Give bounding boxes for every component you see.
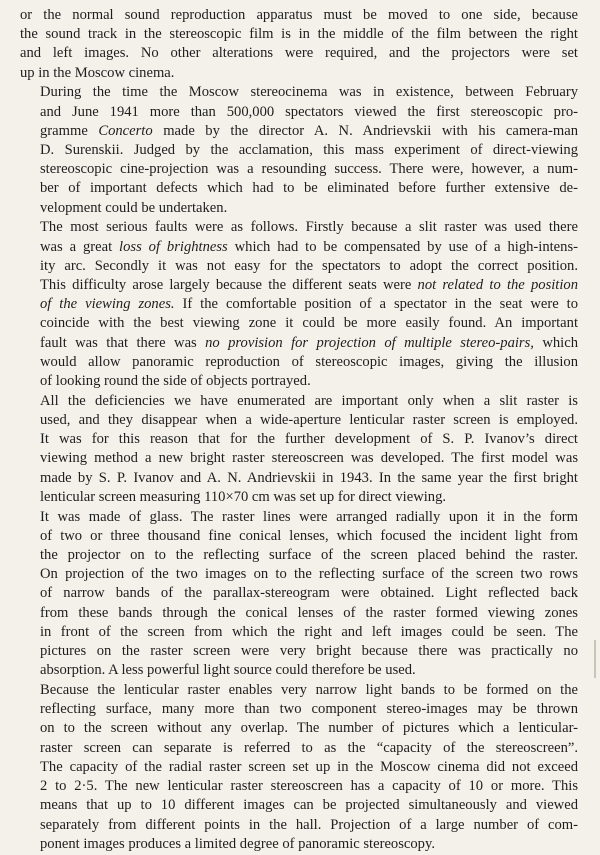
text-line [20, 642, 578, 661]
text-line [20, 314, 578, 333]
text-line [20, 777, 578, 796]
text-run: velopment could be undertaken. [40, 199, 228, 216]
text-line [20, 623, 578, 642]
text-run: All the deficiencies we have enumerated are important only when a slit raster is [40, 392, 578, 409]
text-line [20, 430, 578, 449]
text-run: the sound track in the stereoscopic film is in the middle of the film between the right [20, 26, 578, 43]
text-run: up in the Moscow cinema. [20, 64, 175, 81]
text-line [20, 295, 578, 314]
text-line [20, 508, 578, 527]
text-run: pictures on the raster screen were very bright because there was practically no [40, 643, 578, 660]
margin-mark [594, 640, 596, 678]
text-run: on to the screen without any overlap. The number of pictures which a lenticular- [40, 720, 578, 737]
text-run: lenticular screen measuring 110×70 cm was set up for direct viewing. [40, 488, 447, 505]
text-line [20, 392, 578, 411]
text-line [20, 739, 578, 758]
text-line [20, 122, 578, 141]
text-run: gramme [40, 122, 99, 139]
paragraph [20, 508, 578, 681]
text-line [20, 584, 578, 603]
text-line [20, 141, 578, 160]
text-run: which [533, 334, 578, 351]
paragraph [20, 83, 578, 217]
text-line [20, 6, 578, 25]
text-run: stereoscopic cine-projection was a resounding success. There were, however, a num- [40, 161, 578, 178]
text-line [20, 103, 578, 122]
text-run: fault was that there was [40, 334, 206, 351]
text-run: means that up to 10 different images can be projected simultaneously and viewed [40, 797, 578, 814]
text-run: separately from different points in the hall. Projection of a large number of com- [40, 816, 578, 833]
text-line [20, 64, 578, 83]
text-run: made by the director A. N. Andrievskii with his camera-man [152, 122, 578, 139]
text-line [20, 796, 578, 815]
text-line [20, 565, 578, 584]
text-run: ity arc. Secondly it was not easy for the spectators to adopt the correct position. [40, 257, 578, 274]
text-run: D. Surenskii. Judged by the acclamation, this mass experiment of direct-viewing [40, 142, 578, 159]
emphasis-text: no provision for projection of multiple stereo-pairs, [205, 334, 534, 351]
text-run: ponent images produces a limited degree of panoramic stereoscopy. [40, 835, 435, 852]
text-line [20, 276, 578, 295]
text-line [20, 160, 578, 179]
text-run: raster screen can separate is referred to as the “capacity of the stereoscreen”. [40, 739, 578, 756]
text-line [20, 372, 578, 391]
paragraph [20, 6, 578, 83]
text-run: Because the lenticular raster enables very narrow light bands to be formed on the [40, 682, 578, 699]
text-run: It was for this reason that for the further development of S. P. Ivanov’s direct [40, 431, 578, 448]
text-run: ber of important defects which had to be eliminated before further extensive de- [40, 180, 578, 197]
text-line [20, 179, 578, 198]
emphasis-text: Concerto [98, 122, 153, 139]
paragraph [20, 392, 578, 507]
text-line [20, 700, 578, 719]
document-page [20, 6, 578, 855]
text-line [20, 488, 578, 507]
text-line [20, 681, 578, 700]
text-run: or the normal sound reproduction apparatus must be moved to one side, because [20, 7, 578, 23]
text-run: It was made of glass. The raster lines were arranged radially upon it in the form [40, 508, 578, 525]
text-run: of two or three thousand fine conical lenses, which focused the incident light from [40, 527, 578, 544]
text-run: During the time the Moscow stereocinema was in existence, between February [40, 84, 578, 101]
text-run: of looking round the side of objects portrayed. [40, 373, 311, 390]
text-run: This difficulty arose largely because the different seats were [40, 277, 418, 294]
text-run: in front of the screen from which the right and left images could be seen. The [40, 623, 578, 640]
emphasis-text: of the viewing zones. [40, 296, 175, 313]
text-line [20, 25, 578, 44]
text-line [20, 604, 578, 623]
text-line [20, 199, 578, 218]
text-run: The capacity of the radial raster screen set up in the Moscow cinema did not exceed [40, 758, 578, 775]
text-line [20, 661, 578, 680]
text-run: The most serious faults were as follows. Firstly because a slit raster was used there [40, 219, 578, 236]
text-line [20, 719, 578, 738]
text-run: On projection of the two images on to the reflecting surface of the screen two rows [40, 566, 578, 583]
text-line [20, 411, 578, 430]
text-run: the projector on to the reflecting surface of the screen placed behind the raster. [40, 547, 578, 564]
paragraph [20, 681, 578, 854]
text-line [20, 353, 578, 372]
emphasis-text: not related to the position [417, 277, 579, 294]
text-run: was a great [40, 238, 120, 255]
text-run: viewing method a new bright raster stereoscreen was developed. The first model was [40, 450, 578, 467]
text-line [20, 257, 578, 276]
text-line [20, 218, 578, 237]
text-run: If the comfortable position of a spectator in the seat were to [174, 296, 578, 313]
text-line [20, 469, 578, 488]
text-line [20, 334, 578, 353]
text-run: of narrow bands of the parallax-stereogram were obtained. Light reflected back [40, 585, 578, 602]
paragraph [20, 218, 578, 391]
text-run: absorption. A less powerful light source could therefore be used. [40, 662, 416, 679]
text-run: coincide with the best viewing zone it could be more easily found. An important [40, 315, 578, 332]
text-line [20, 238, 578, 257]
text-run: reflecting surface, many more than two component stereo-images may be thrown [40, 701, 578, 718]
text-line [20, 816, 578, 835]
text-run: made by S. P. Ivanov and A. N. Andrievskii in 1943. In the same year the first bright [40, 469, 578, 486]
text-run: from these bands through the conical lenses of the raster formed viewing zones [40, 604, 578, 621]
text-run: would allow panoramic reproduction of stereoscopic images, giving the illusion [40, 353, 578, 370]
text-run: used, and they disappear when a wide-aperture lenticular raster screen is employed. [40, 412, 578, 429]
text-line [20, 449, 578, 468]
text-run: which had to be compensated by use of a high-intens- [227, 238, 578, 255]
text-line [20, 835, 578, 854]
text-run: 2 to 2·5. The new lenticular raster stereoscreen has a capacity of 10 or more. This [40, 778, 578, 795]
text-line [20, 83, 578, 102]
text-line [20, 527, 578, 546]
text-line [20, 758, 578, 777]
text-run: and left images. No other alterations were required, and the projectors were set [20, 45, 578, 62]
text-line [20, 546, 578, 565]
text-run: and June 1941 more than 500,000 spectators viewed the first stereoscopic pro- [40, 103, 578, 120]
text-line [20, 44, 578, 63]
emphasis-text: loss of brightness [119, 238, 228, 255]
